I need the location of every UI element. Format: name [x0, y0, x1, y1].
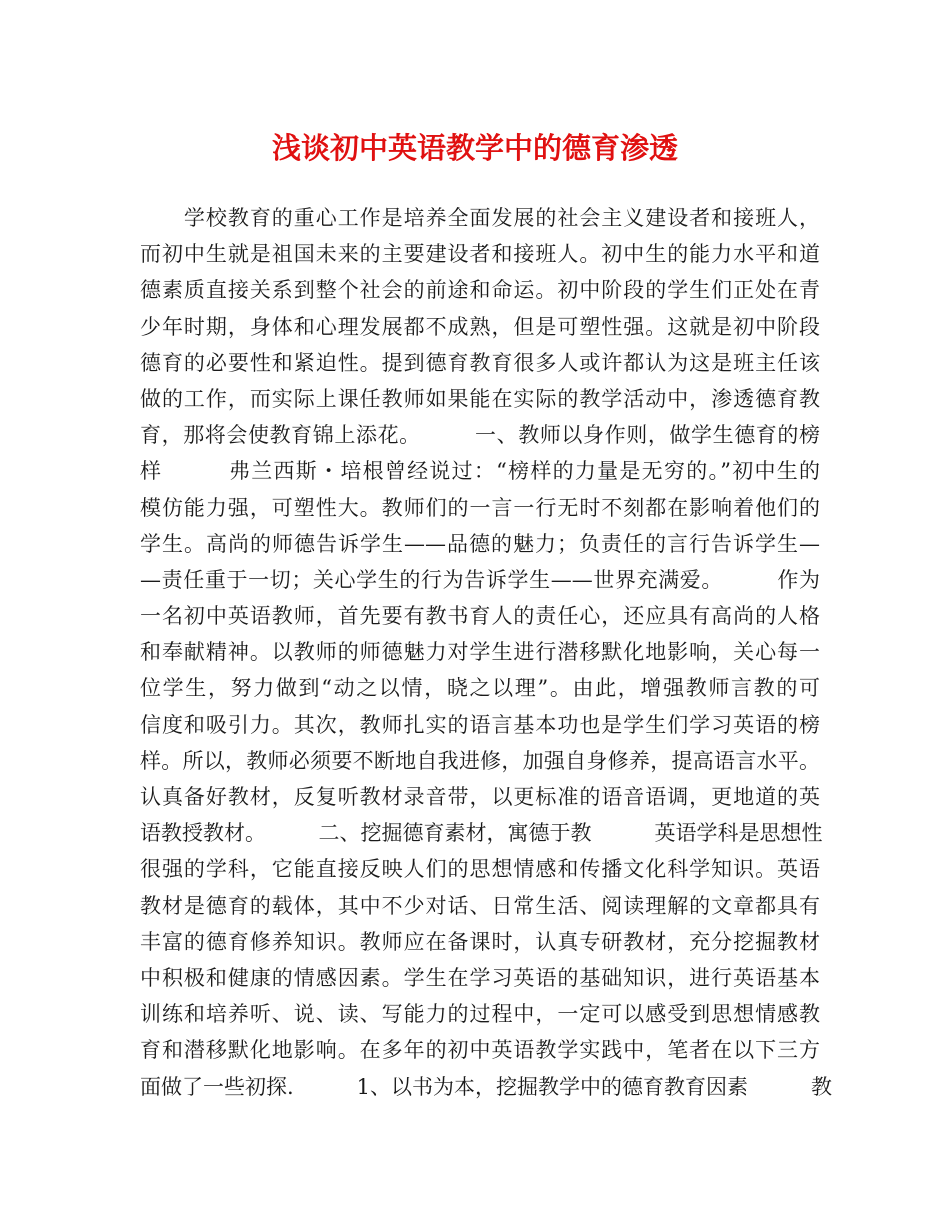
body-line: 认真备好教材，反复听教材录音带，以更标准的语音语调，更地道的英: [140, 785, 820, 809]
body-line: 育和潜移默化地影响。在多年的初中英语教学实践中，笔者在以下三方: [140, 1038, 820, 1063]
body-line: 模仿能力强，可塑性大。教师们的一言一行无时不刻都在影响着他们的: [140, 495, 820, 520]
body-line: 样。所以，教师必须要不断地自我进修，加强自身修养，提高语言水平。: [140, 748, 820, 773]
body-line: 样 弗兰西斯・培根曾经说过：“榜样的力量是无穷的。”初中生的: [140, 459, 820, 484]
body-line: 育，那将会使教育锦上添花。 一、教师以身作则，做学生德育的榜: [140, 423, 820, 448]
body-line: 而初中生就是祖国未来的主要建设者和接班人。初中生的能力水平和道: [140, 242, 820, 267]
body-line: 位学生，努力做到“动之以情，晓之以理”。由此，增强教师言教的可: [140, 676, 820, 701]
body-line: 教材是德育的载体，其中不少对话、日常生活、阅读理解的文章都具有: [140, 893, 820, 918]
body-line: 学生。高尚的师德告诉学生——品德的魅力；负责任的言行告诉学生—: [140, 531, 820, 556]
body-line: 和奉献精神。以教师的师德魅力对学生进行潜移默化地影响，关心每一: [140, 640, 820, 665]
body-line: 语教授教材。 二、挖掘德育素材，寓德于教 英语学科是思想性: [140, 821, 823, 846]
body-line: 做的工作，而实际上课任教师如果能在实际的教学活动中，渗透德育教: [140, 386, 820, 411]
document-title: 浅谈初中英语教学中的德育渗透: [271, 131, 678, 165]
body-line: 很强的学科，它能直接反映人们的思想情感和传播文化科学知识。英语: [140, 857, 820, 882]
body-line: 训练和培养听、说、读、写能力的过程中，一定可以感受到思想情感教: [140, 1002, 820, 1027]
body-line: 一名初中英语教师，首先要有教书育人的责任心，还应具有高尚的人格: [140, 604, 820, 629]
document-body: [140, 200, 833, 1105]
body-line: 面做了一些初探. 1、以书为本，挖掘教学中的德育教育因素 教: [140, 1074, 833, 1099]
body-line: 中积极和健康的情感因素。学生在学习英语的基础知识，进行英语基本: [140, 965, 820, 990]
body-line: 丰富的德育修养知识。教师应在备课时，认真专研教材，充分挖掘教材: [140, 929, 820, 954]
body-line: 德育的必要性和紧迫性。提到德育教育很多人或许都认为这是班主任该: [140, 350, 820, 375]
body-line: —责任重于一切；关心学生的行为告诉学生——世界充满爱。 作为: [140, 567, 820, 592]
body-line: 德素质直接关系到整个社会的前途和命运。初中阶段的学生们正处在青: [140, 278, 820, 303]
body-line: 信度和吸引力。其次，教师扎实的语言基本功也是学生们学习英语的榜: [140, 712, 820, 737]
body-line: 学校教育的重心工作是培养全面发展的社会主义建设者和接班人，: [140, 206, 820, 230]
body-line: 少年时期，身体和心理发展都不成熟，但是可塑性强。这就是初中阶段: [140, 314, 820, 339]
